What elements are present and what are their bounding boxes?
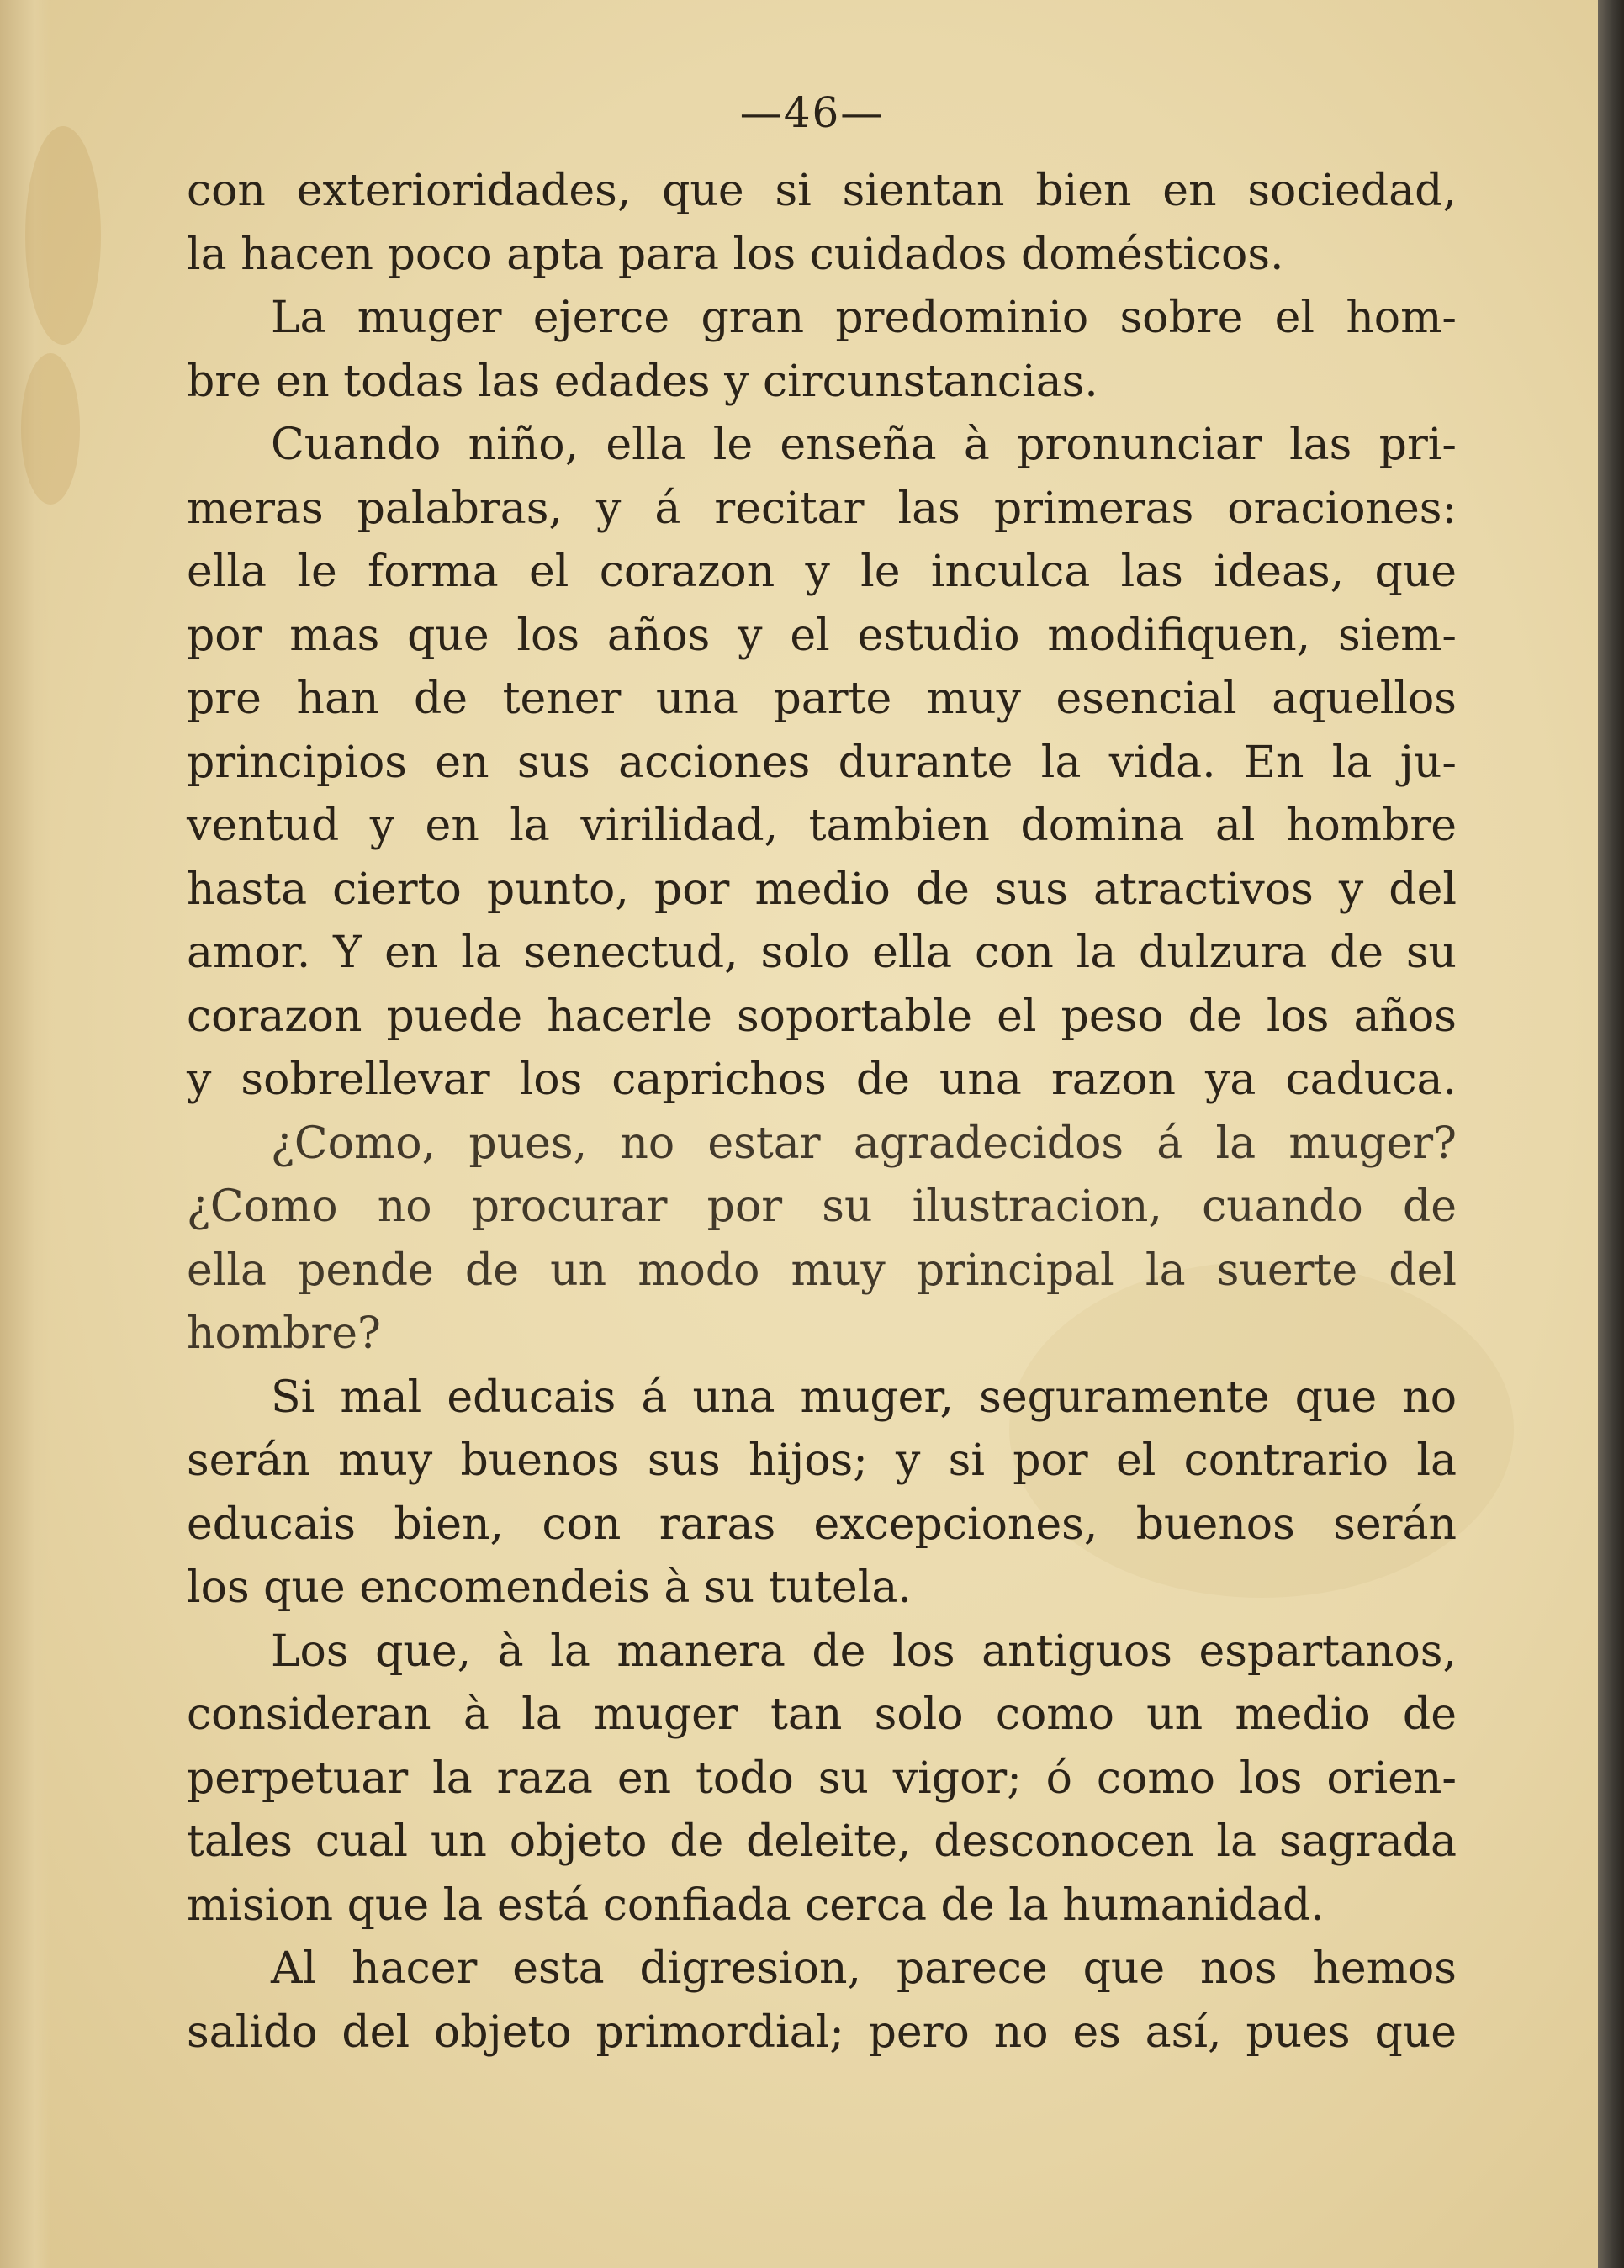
foxing-stain (21, 353, 80, 505)
text-line: perpetuar la raza en todo su vigor; ó como los orien- (187, 1753, 1457, 1804)
foxing-stain (25, 126, 101, 345)
text-line: tales cual un objeto de deleite, desconocen la sagrada (187, 1816, 1457, 1867)
text-line: serán muy buenos sus hijos; y si por el contrario la (187, 1435, 1457, 1486)
text-line: amor. Y en la senectud, solo ella con la dulzura de su (187, 928, 1457, 978)
text-line: con exterioridades, que si sientan bien en sociedad, (187, 166, 1457, 216)
text-line: ella le forma el corazon y le inculca las ideas, que (187, 547, 1457, 597)
page-number: —46— (739, 88, 885, 137)
text-line: corazon puede hacerle soportable el peso de los años (187, 991, 1457, 1042)
text-line: Cuando niño, ella le enseña à pronunciar las pri- (271, 420, 1457, 470)
text-line: ventud y en la virilidad, tambien domina al hombre (187, 801, 1457, 851)
text-line: salido del objeto primordial; pero no es así, pues que (187, 2006, 1457, 2058)
text-line: Los que, à la manera de los antiguos espartanos, (271, 1626, 1457, 1677)
body-text (187, 160, 1457, 2064)
page-binding-shadow (0, 0, 50, 2268)
text-line: hombre? (187, 1308, 381, 1359)
text-line: la hacen poco apta para los cuidados domésticos. (187, 229, 1284, 280)
text-line: ¿Como no procurar por su ilustracion, cuando de (187, 1182, 1457, 1232)
text-line: mision que la está confiada cerca de la humanidad. (187, 1879, 1325, 1931)
text-line: La muger ejerce gran predominio sobre el hom- (271, 293, 1457, 343)
text-line: Al hacer esta digresion, parece que nos hemos (271, 1943, 1457, 1994)
text-line: bre en todas las edades y circunstancias. (187, 356, 1098, 407)
page-edge (1598, 0, 1624, 2268)
text-line: los que encomendeis à su tutela. (187, 1562, 912, 1613)
text-line: educais bien, con raras excepciones, buenos serán (187, 1499, 1457, 1550)
text-line: Si mal educais á una muger, seguramente que no (271, 1372, 1457, 1423)
text-line: hasta cierto punto, por medio de sus atractivos y del (187, 864, 1457, 915)
text-line: consideran à la muger tan solo como un medio de (187, 1689, 1457, 1740)
text-line: y sobrellevar los caprichos de una razon ya caduca. (187, 1055, 1457, 1105)
text-line: meras palabras, y á recitar las primeras oraciones: (187, 483, 1457, 534)
text-line: ella pende de un modo muy principal la suerte del (187, 1245, 1457, 1296)
text-line: por mas que los años y el estudio modifiquen, siem- (187, 610, 1457, 661)
text-line: principios en sus acciones durante la vida. En la ju- (187, 737, 1457, 788)
text-line: ¿Como, pues, no estar agradecidos á la muger? (271, 1118, 1457, 1169)
text-line: pre han de tener una parte muy esencial aquellos (187, 674, 1457, 724)
